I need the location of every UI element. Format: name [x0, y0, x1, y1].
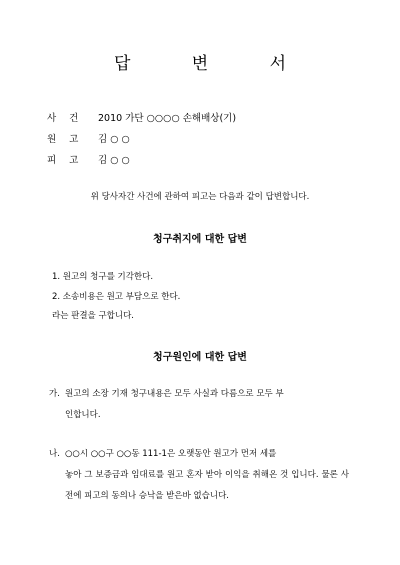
cause-paragraph-b — [49, 444, 349, 507]
paragraph-text: ○○시 ○○구 ○○동 111-1은 오랫동안 원고가 먼저 세를 — [65, 449, 277, 459]
paragraph-marker: 가. — [49, 389, 60, 399]
defendant-value: 김 ○ ○ — [98, 155, 130, 166]
cause-paragraph-a — [49, 384, 349, 426]
plaintiff-value: 김 ○ ○ — [98, 134, 130, 145]
plaintiff-label: 원고 — [47, 134, 92, 145]
claim-conclusion: 라는 판결을 구합니다. — [52, 311, 135, 321]
intro-text: 위 당사자간 사건에 관하여 피고는 다음과 같이 답변합니다. — [90, 192, 310, 202]
plaintiff-row — [47, 131, 130, 145]
section2-heading: 청구원인에 대한 답변 — [153, 352, 247, 363]
paragraph-marker: 나. — [49, 449, 60, 459]
defendant-label: 피고 — [47, 155, 92, 166]
defendant-row — [47, 152, 130, 166]
document-title: 답 변 서 — [113, 54, 315, 74]
claim-item-1: 1. 원고의 청구를 기각한다. — [52, 272, 154, 282]
case-label: 사건 — [47, 113, 92, 124]
paragraph-continuation: 놓아 그 보증금과 임대료를 원고 혼자 받아 이익을 취해온 것 입니다. 물론 사전에 피고의 동의나 승낙을 받은바 없습니다. — [65, 470, 349, 501]
case-row — [47, 110, 236, 124]
paragraph-text: 원고의 소장 기재 청구내용은 모두 사실과 다름으로 모두 부 — [65, 389, 284, 399]
claim-item-2: 2. 소송비용은 원고 부담으로 한다. — [52, 292, 181, 302]
paragraph-continuation: 인합니다. — [65, 410, 101, 420]
case-value: 2010 가단 ○○○○ 손해배상(기) — [98, 113, 237, 124]
section1-heading: 청구취지에 대한 답변 — [153, 234, 247, 245]
